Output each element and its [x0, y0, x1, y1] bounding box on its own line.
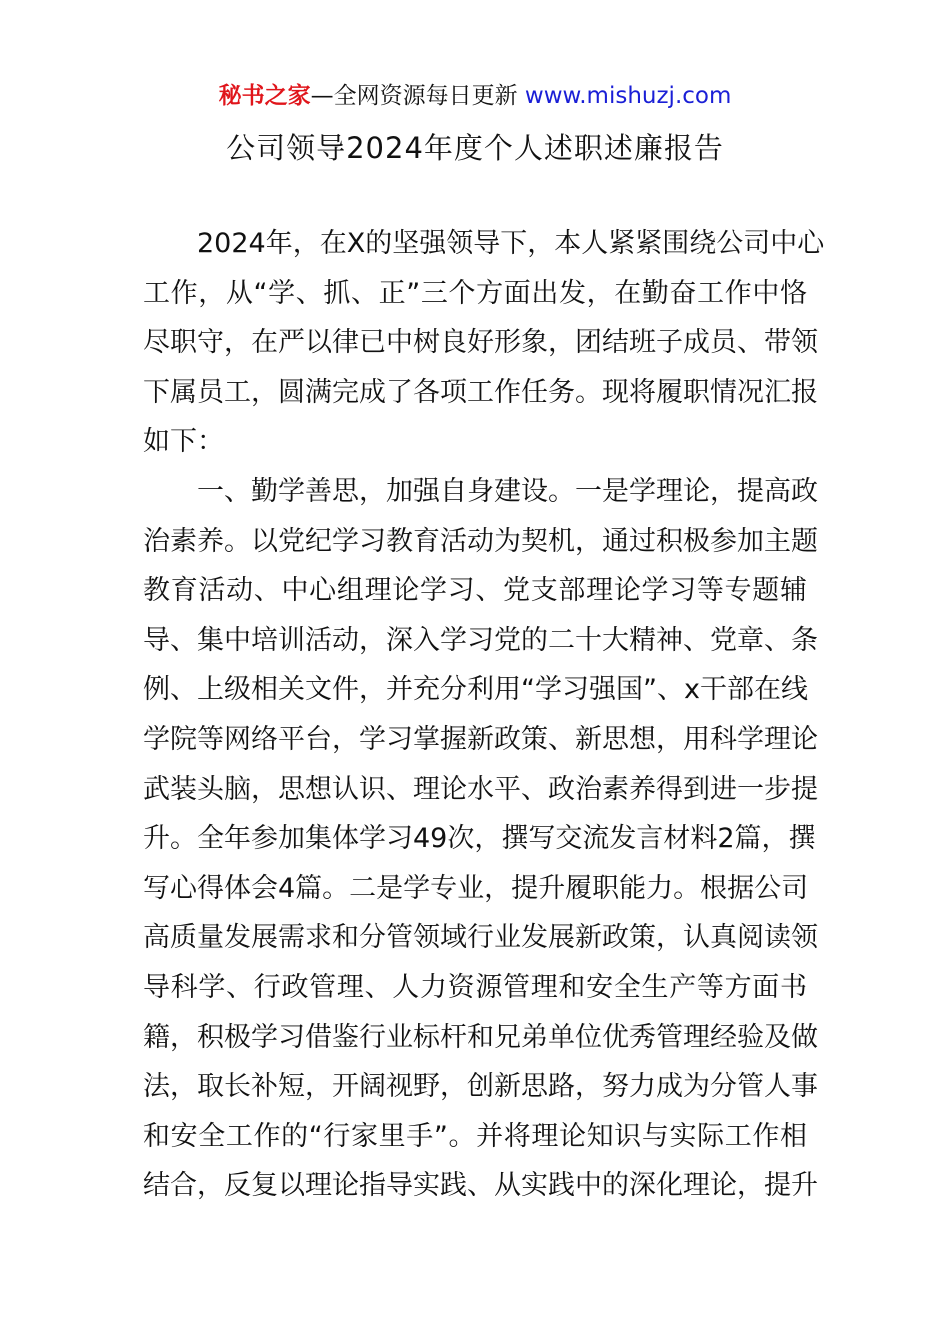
- paragraph-line: 一、勤学善思，加强自身建设。一是学理论，提高政: [197, 475, 818, 507]
- paragraph-line: 例、上级相关文件，并充分利用“学习强国”、x干部在线: [143, 674, 808, 706]
- paragraph-line: 结合，反复以理论指导实践、从实践中的深化理论，提升: [143, 1170, 818, 1202]
- paragraph-line: 写心得体会4篇。二是学专业，提升履职能力。根据公司: [143, 872, 809, 904]
- paragraph-line: 下属员工，圆满完成了各项工作任务。现将履职情况汇报: [143, 376, 818, 408]
- paragraph-line: 籍，积极学习借鉴行业标杆和兄弟单位优秀管理经验及做: [143, 1021, 818, 1053]
- paragraph-line: 治素养。以党纪学习教育活动为契机，通过积极参加主题: [143, 525, 818, 557]
- document-body: [143, 219, 825, 1211]
- paragraph-line: 武装头脑，思想认识、理论水平、政治素养得到进一步提: [143, 773, 818, 805]
- brand-name: 秘书之家: [218, 83, 311, 109]
- paragraph-line: 工作，从“学、抓、正”三个方面出发，在勤奋工作中恪: [143, 277, 807, 309]
- banner-tagline: —全网资源每日更新: [310, 83, 518, 109]
- paragraph-line: 如下：: [143, 426, 224, 458]
- paragraph-line: 尽职守，在严以律已中树良好形象，团结班子成员、带领: [143, 327, 818, 359]
- paragraph-line: 导科学、行政管理、人力资源管理和安全生产等方面书: [143, 971, 807, 1003]
- paragraph-line: 教育活动、中心组理论学习、党支部理论学习等专题辅: [143, 575, 807, 607]
- site-banner: [0, 80, 950, 112]
- site-url-link[interactable]: www.mishuzj.com: [524, 83, 732, 109]
- paragraph-line: 学院等网络平台，学习掌握新政策、新思想，用科学理论: [143, 723, 818, 755]
- paragraph-line: 和安全工作的“行家里手”。并将理论知识与实际工作相: [143, 1120, 807, 1152]
- document-title: 公司领导2024年度个人述职述廉报告: [226, 131, 724, 165]
- paragraph-line: 高质量发展需求和分管领域行业发展新政策，认真阅读领: [143, 922, 818, 954]
- paragraph-line: 升。全年参加集体学习49次，撰写交流发言材料2篇，撰: [143, 823, 816, 855]
- paragraph-line: 导、集中培训活动，深入学习党的二十大精神、党章、条: [143, 624, 818, 656]
- paragraph-line: 法，取长补短，开阔视野，创新思路，努力成为分管人事: [143, 1071, 818, 1103]
- paragraph-line: 2024年，在X的坚强领导下，本人紧紧围绕公司中心: [197, 228, 825, 259]
